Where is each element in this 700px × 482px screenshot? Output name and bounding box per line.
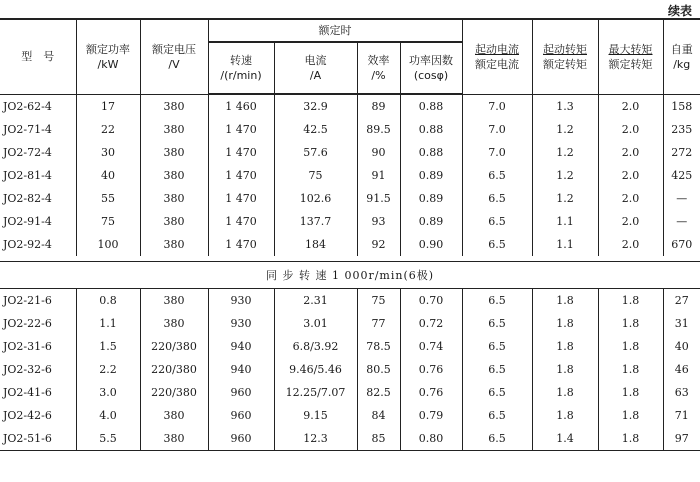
table-cell: 380 bbox=[140, 427, 208, 451]
table-cell: 380 bbox=[140, 118, 208, 141]
table-cell: 78.5 bbox=[357, 335, 400, 358]
table-cell: 6.5 bbox=[462, 164, 532, 187]
table-cell: 6.5 bbox=[462, 187, 532, 210]
table-cell: 940 bbox=[208, 358, 274, 381]
table-cell: 220/380 bbox=[140, 381, 208, 404]
table-cell: 55 bbox=[76, 187, 140, 210]
table-cell: 0.76 bbox=[400, 381, 462, 404]
header-max-torque-ratio: 最大转矩 额定转矩 bbox=[598, 19, 663, 94]
table-cell: 42.5 bbox=[274, 118, 357, 141]
table-cell: 0.79 bbox=[400, 404, 462, 427]
cell-model: JO2-82-4 bbox=[3, 192, 52, 205]
table-cell: 220/380 bbox=[140, 335, 208, 358]
cell-model: JO2-51-6 bbox=[0, 427, 76, 451]
table-cell: 425 bbox=[663, 164, 700, 187]
table-cell: 6.5 bbox=[462, 312, 532, 335]
table-cell: 930 bbox=[208, 312, 274, 335]
table-cell: 158 bbox=[663, 94, 700, 118]
table-cell: 77 bbox=[357, 312, 400, 335]
cell-model: JO2-72-4 bbox=[3, 146, 52, 159]
table-cell: 71 bbox=[663, 404, 700, 427]
cell-model: JO2-41-6 bbox=[3, 386, 52, 399]
cell-model: JO2-92-4 bbox=[3, 238, 52, 251]
table-cell: 0.90 bbox=[400, 233, 462, 256]
header-start-torque-ratio: 起动转矩 额定转矩 bbox=[532, 19, 598, 94]
table-row bbox=[0, 94, 700, 118]
table-cell: 2.0 bbox=[598, 187, 663, 210]
table-cell: 380 bbox=[140, 404, 208, 427]
table-cell: 1 460 bbox=[208, 94, 274, 118]
header-rated-power: 额定功率 /kW bbox=[76, 19, 140, 94]
table-cell: 80.5 bbox=[357, 358, 400, 381]
table-cell: 2.0 bbox=[598, 141, 663, 164]
table-cell: 1.3 bbox=[532, 94, 598, 118]
table-cell: 380 bbox=[140, 94, 208, 118]
table-cell: 7.0 bbox=[462, 141, 532, 164]
table-cell: 31 bbox=[663, 312, 700, 335]
table-cell: 2.0 bbox=[598, 164, 663, 187]
table-cell: 91.5 bbox=[357, 187, 400, 210]
table-cell: 100 bbox=[76, 233, 140, 256]
table-cell: 1.8 bbox=[532, 335, 598, 358]
table-cell: 1.8 bbox=[598, 289, 663, 313]
table-cell: 2.31 bbox=[274, 289, 357, 313]
table-cell: 93 bbox=[357, 210, 400, 233]
table-cell: 6.5 bbox=[462, 289, 532, 313]
table-cell: 1 470 bbox=[208, 164, 274, 187]
table-cell: 2.0 bbox=[598, 210, 663, 233]
table-row bbox=[0, 427, 700, 451]
table-cell: 0.88 bbox=[400, 141, 462, 164]
table-cell: 75 bbox=[76, 210, 140, 233]
table-cell: 85 bbox=[357, 427, 400, 451]
cell-model: JO2-31-6 bbox=[3, 340, 52, 353]
cell-model: JO2-22-6 bbox=[3, 317, 52, 330]
table-cell: 380 bbox=[140, 312, 208, 335]
table-cell: 1.8 bbox=[532, 404, 598, 427]
table-cell: 1 470 bbox=[208, 210, 274, 233]
table-cell: 184 bbox=[274, 233, 357, 256]
table-cell: 0.89 bbox=[400, 187, 462, 210]
table-cell: 1 470 bbox=[208, 187, 274, 210]
table-cell: 89.5 bbox=[357, 118, 400, 141]
table-cell: 4.0 bbox=[76, 404, 140, 427]
section-title: 同 步 转 速 1 000r/min(6极) bbox=[0, 262, 700, 289]
header-speed: 转速 /(r/min) bbox=[208, 42, 274, 94]
table-cell: 1.8 bbox=[598, 312, 663, 335]
table-cell: 12.25/7.07 bbox=[274, 381, 357, 404]
table-cell: 1.8 bbox=[532, 381, 598, 404]
table-cell: 22 bbox=[76, 118, 140, 141]
cell-model: JO2-71-4 bbox=[3, 123, 52, 136]
table-cell: 1.1 bbox=[76, 312, 140, 335]
table-row bbox=[0, 187, 700, 210]
continued-label: 续表 bbox=[667, 4, 692, 18]
header-current: 电流 /A bbox=[274, 42, 357, 94]
cell-model: JO2-62-4 bbox=[3, 99, 52, 113]
header-rated-group: 额定时 bbox=[208, 19, 462, 42]
cell-model: JO2-32-6 bbox=[3, 363, 52, 376]
table-cell: 1.8 bbox=[532, 358, 598, 381]
table-cell: 6.5 bbox=[462, 404, 532, 427]
table-cell: 89 bbox=[357, 94, 400, 118]
table-cell: 46 bbox=[663, 358, 700, 381]
table-cell: 75 bbox=[274, 164, 357, 187]
table-cell: — bbox=[663, 187, 700, 210]
table-cell: 102.6 bbox=[274, 187, 357, 210]
table-cell: 0.74 bbox=[400, 335, 462, 358]
table-row bbox=[0, 164, 700, 187]
table-cell: 3.01 bbox=[274, 312, 357, 335]
table-cell: 1.1 bbox=[532, 210, 598, 233]
table-cell: 17 bbox=[76, 94, 140, 118]
table-row bbox=[0, 233, 700, 256]
table-row bbox=[0, 404, 700, 427]
table-cell: 6.8/3.92 bbox=[274, 335, 357, 358]
table-body bbox=[0, 94, 700, 451]
table-cell: 2.2 bbox=[76, 358, 140, 381]
table-cell: 272 bbox=[663, 141, 700, 164]
cell-model: JO2-81-4 bbox=[3, 169, 52, 182]
cell-model: JO2-21-6 bbox=[3, 294, 52, 307]
table-cell: 380 bbox=[140, 164, 208, 187]
table-cell: 90 bbox=[357, 141, 400, 164]
header-weight: 自重 /kg bbox=[663, 19, 700, 94]
table-cell: 0.76 bbox=[400, 358, 462, 381]
table-cell: 6.5 bbox=[462, 233, 532, 256]
table-cell: 91 bbox=[357, 164, 400, 187]
table-cell: 84 bbox=[357, 404, 400, 427]
table-cell: 7.0 bbox=[462, 118, 532, 141]
table-cell: 6.5 bbox=[462, 335, 532, 358]
table-cell: 0.80 bbox=[400, 427, 462, 451]
table-cell: 92 bbox=[357, 233, 400, 256]
table-cell: 63 bbox=[663, 381, 700, 404]
table-cell: 5.5 bbox=[76, 427, 140, 451]
section-row bbox=[0, 262, 700, 289]
table-cell: 40 bbox=[663, 335, 700, 358]
table-cell: 960 bbox=[208, 427, 274, 451]
header-start-current-ratio: 起动电流 额定电流 bbox=[462, 19, 532, 94]
table-cell: 0.72 bbox=[400, 312, 462, 335]
table-cell: 1.8 bbox=[598, 358, 663, 381]
table-cell: 0.70 bbox=[400, 289, 462, 313]
table-cell: 7.0 bbox=[462, 94, 532, 118]
table-cell: 0.88 bbox=[400, 118, 462, 141]
table-cell: 32.9 bbox=[274, 94, 357, 118]
table-cell: 1.8 bbox=[598, 404, 663, 427]
table-cell: 75 bbox=[357, 289, 400, 313]
table-cell: 670 bbox=[663, 233, 700, 256]
table-cell: 137.7 bbox=[274, 210, 357, 233]
table-cell: 1 470 bbox=[208, 141, 274, 164]
header-rated-voltage: 额定电压 /V bbox=[140, 19, 208, 94]
table-cell: 0.88 bbox=[400, 94, 462, 118]
table-row bbox=[0, 210, 700, 233]
table-cell: 27 bbox=[663, 289, 700, 313]
header-efficiency: 效率 /% bbox=[357, 42, 400, 94]
table-row bbox=[0, 141, 700, 164]
table-cell: 6.5 bbox=[462, 427, 532, 451]
table-cell: 3.0 bbox=[76, 381, 140, 404]
table-row bbox=[0, 381, 700, 404]
table-cell: 940 bbox=[208, 335, 274, 358]
table-row bbox=[0, 289, 700, 313]
table-cell: 9.15 bbox=[274, 404, 357, 427]
table-cell: 1.2 bbox=[532, 164, 598, 187]
table-cell: 220/380 bbox=[140, 358, 208, 381]
table-cell: 235 bbox=[663, 118, 700, 141]
table-cell: 1.2 bbox=[532, 118, 598, 141]
table-cell: 930 bbox=[208, 289, 274, 313]
table-cell: 97 bbox=[663, 427, 700, 451]
table-cell: 380 bbox=[140, 187, 208, 210]
table-cell: 82.5 bbox=[357, 381, 400, 404]
table-row bbox=[0, 312, 700, 335]
cell-model: JO2-91-4 bbox=[3, 215, 52, 228]
table-cell: 1.4 bbox=[532, 427, 598, 451]
table-cell: 960 bbox=[208, 381, 274, 404]
header-power-factor: 功率因数 (cosφ) bbox=[400, 42, 462, 94]
table-cell: 57.6 bbox=[274, 141, 357, 164]
table-row bbox=[0, 118, 700, 141]
cell-model: JO2-42-6 bbox=[3, 409, 52, 422]
table-cell: 6.5 bbox=[462, 210, 532, 233]
motor-spec-table bbox=[0, 18, 700, 451]
table-cell: 0.89 bbox=[400, 210, 462, 233]
table-cell: 1.2 bbox=[532, 187, 598, 210]
table-cell: 380 bbox=[140, 289, 208, 313]
table-cell: 380 bbox=[140, 233, 208, 256]
table-cell: 380 bbox=[140, 210, 208, 233]
table-cell: 1.8 bbox=[598, 381, 663, 404]
table-cell: 1 470 bbox=[208, 233, 274, 256]
table-cell: 0.89 bbox=[400, 164, 462, 187]
table-cell: 2.0 bbox=[598, 118, 663, 141]
table-cell: 1.8 bbox=[598, 427, 663, 451]
table-cell: 1.8 bbox=[532, 289, 598, 313]
table-cell: 1.8 bbox=[598, 335, 663, 358]
table-cell: 30 bbox=[76, 141, 140, 164]
table-cell: 1.1 bbox=[532, 233, 598, 256]
table-cell: 380 bbox=[140, 141, 208, 164]
table-cell: 6.5 bbox=[462, 358, 532, 381]
table-cell: 1.8 bbox=[532, 312, 598, 335]
table-row bbox=[0, 358, 700, 381]
table-cell: 40 bbox=[76, 164, 140, 187]
table-cell: 2.0 bbox=[598, 94, 663, 118]
table-cell: 2.0 bbox=[598, 233, 663, 256]
header-model: 型 号 bbox=[0, 19, 76, 94]
table-cell: 6.5 bbox=[462, 381, 532, 404]
table-row bbox=[0, 335, 700, 358]
table-cell: 960 bbox=[208, 404, 274, 427]
table-cell: 1 470 bbox=[208, 118, 274, 141]
table-cell: 9.46/5.46 bbox=[274, 358, 357, 381]
table-cell: 1.2 bbox=[532, 141, 598, 164]
table-cell: — bbox=[663, 210, 700, 233]
table-cell: 1.5 bbox=[76, 335, 140, 358]
table-cell: 12.3 bbox=[274, 427, 357, 451]
table-cell: 0.8 bbox=[76, 289, 140, 313]
